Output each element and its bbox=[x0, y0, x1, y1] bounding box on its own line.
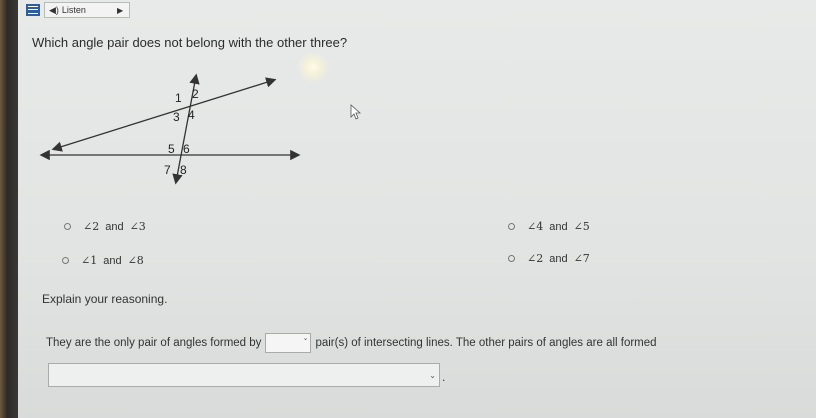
choice-and: and bbox=[549, 220, 568, 233]
explain-label: Explain your reasoning. bbox=[42, 292, 168, 306]
pairs-dropdown[interactable] bbox=[265, 333, 311, 353]
choice-option-2[interactable] bbox=[508, 220, 590, 233]
play-icon[interactable]: ▶ bbox=[116, 5, 124, 15]
choice-angle-b: ∠5 bbox=[573, 220, 590, 233]
choice-angle-a: ∠2 bbox=[83, 220, 100, 233]
chevron-down-icon: ⌄ bbox=[429, 370, 436, 380]
choice-and: and bbox=[103, 254, 122, 267]
listen-label: Listen bbox=[61, 5, 86, 15]
sentence-end: . bbox=[442, 370, 446, 384]
menu-icon[interactable] bbox=[26, 4, 40, 16]
choice-option-1[interactable] bbox=[64, 220, 146, 233]
choice-angle-a: ∠2 bbox=[527, 252, 544, 265]
angle-label-5: 5 bbox=[168, 142, 175, 156]
radio-button[interactable] bbox=[62, 257, 69, 264]
angle-label-2: 2 bbox=[192, 87, 199, 101]
choice-angle-a: ∠1 bbox=[81, 254, 98, 267]
choice-angle-a: ∠4 bbox=[527, 220, 544, 233]
sentence-before: They are the only pair of angles formed by bbox=[46, 337, 262, 349]
upper-line bbox=[54, 80, 274, 149]
answer-sentence bbox=[46, 333, 806, 353]
mouse-cursor-icon bbox=[350, 104, 364, 120]
chevron-down-icon: ⌄ bbox=[302, 335, 309, 342]
question-text: Which angle pair does not belong with the other three? bbox=[32, 35, 348, 50]
angle-label-4: 4 bbox=[188, 108, 195, 122]
angle-figure bbox=[30, 70, 310, 188]
toolbar bbox=[26, 2, 130, 18]
radio-button[interactable] bbox=[64, 223, 71, 230]
formation-dropdown[interactable] bbox=[48, 363, 440, 387]
sentence-after: pair(s) of intersecting lines. The other pairs of angles are all formed bbox=[315, 337, 657, 349]
angle-label-1: 1 bbox=[175, 91, 182, 105]
choice-angle-b: ∠7 bbox=[573, 252, 590, 265]
choice-option-3[interactable] bbox=[62, 254, 144, 267]
angle-label-3: 3 bbox=[173, 110, 180, 124]
choice-angle-b: ∠3 bbox=[129, 220, 146, 233]
listen-button[interactable] bbox=[44, 2, 130, 18]
angle-label-8: 8 bbox=[180, 163, 187, 177]
choice-option-4[interactable] bbox=[508, 252, 590, 265]
angle-label-6: 6 bbox=[183, 142, 190, 156]
radio-button[interactable] bbox=[508, 223, 515, 230]
radio-button[interactable] bbox=[508, 255, 515, 262]
left-edge-bar bbox=[0, 0, 18, 418]
angle-label-7: 7 bbox=[164, 163, 171, 177]
choice-and: and bbox=[549, 252, 568, 265]
choice-angle-b: ∠8 bbox=[127, 254, 144, 267]
choice-and: and bbox=[105, 220, 124, 233]
speaker-icon: ◀︎) bbox=[49, 4, 59, 15]
